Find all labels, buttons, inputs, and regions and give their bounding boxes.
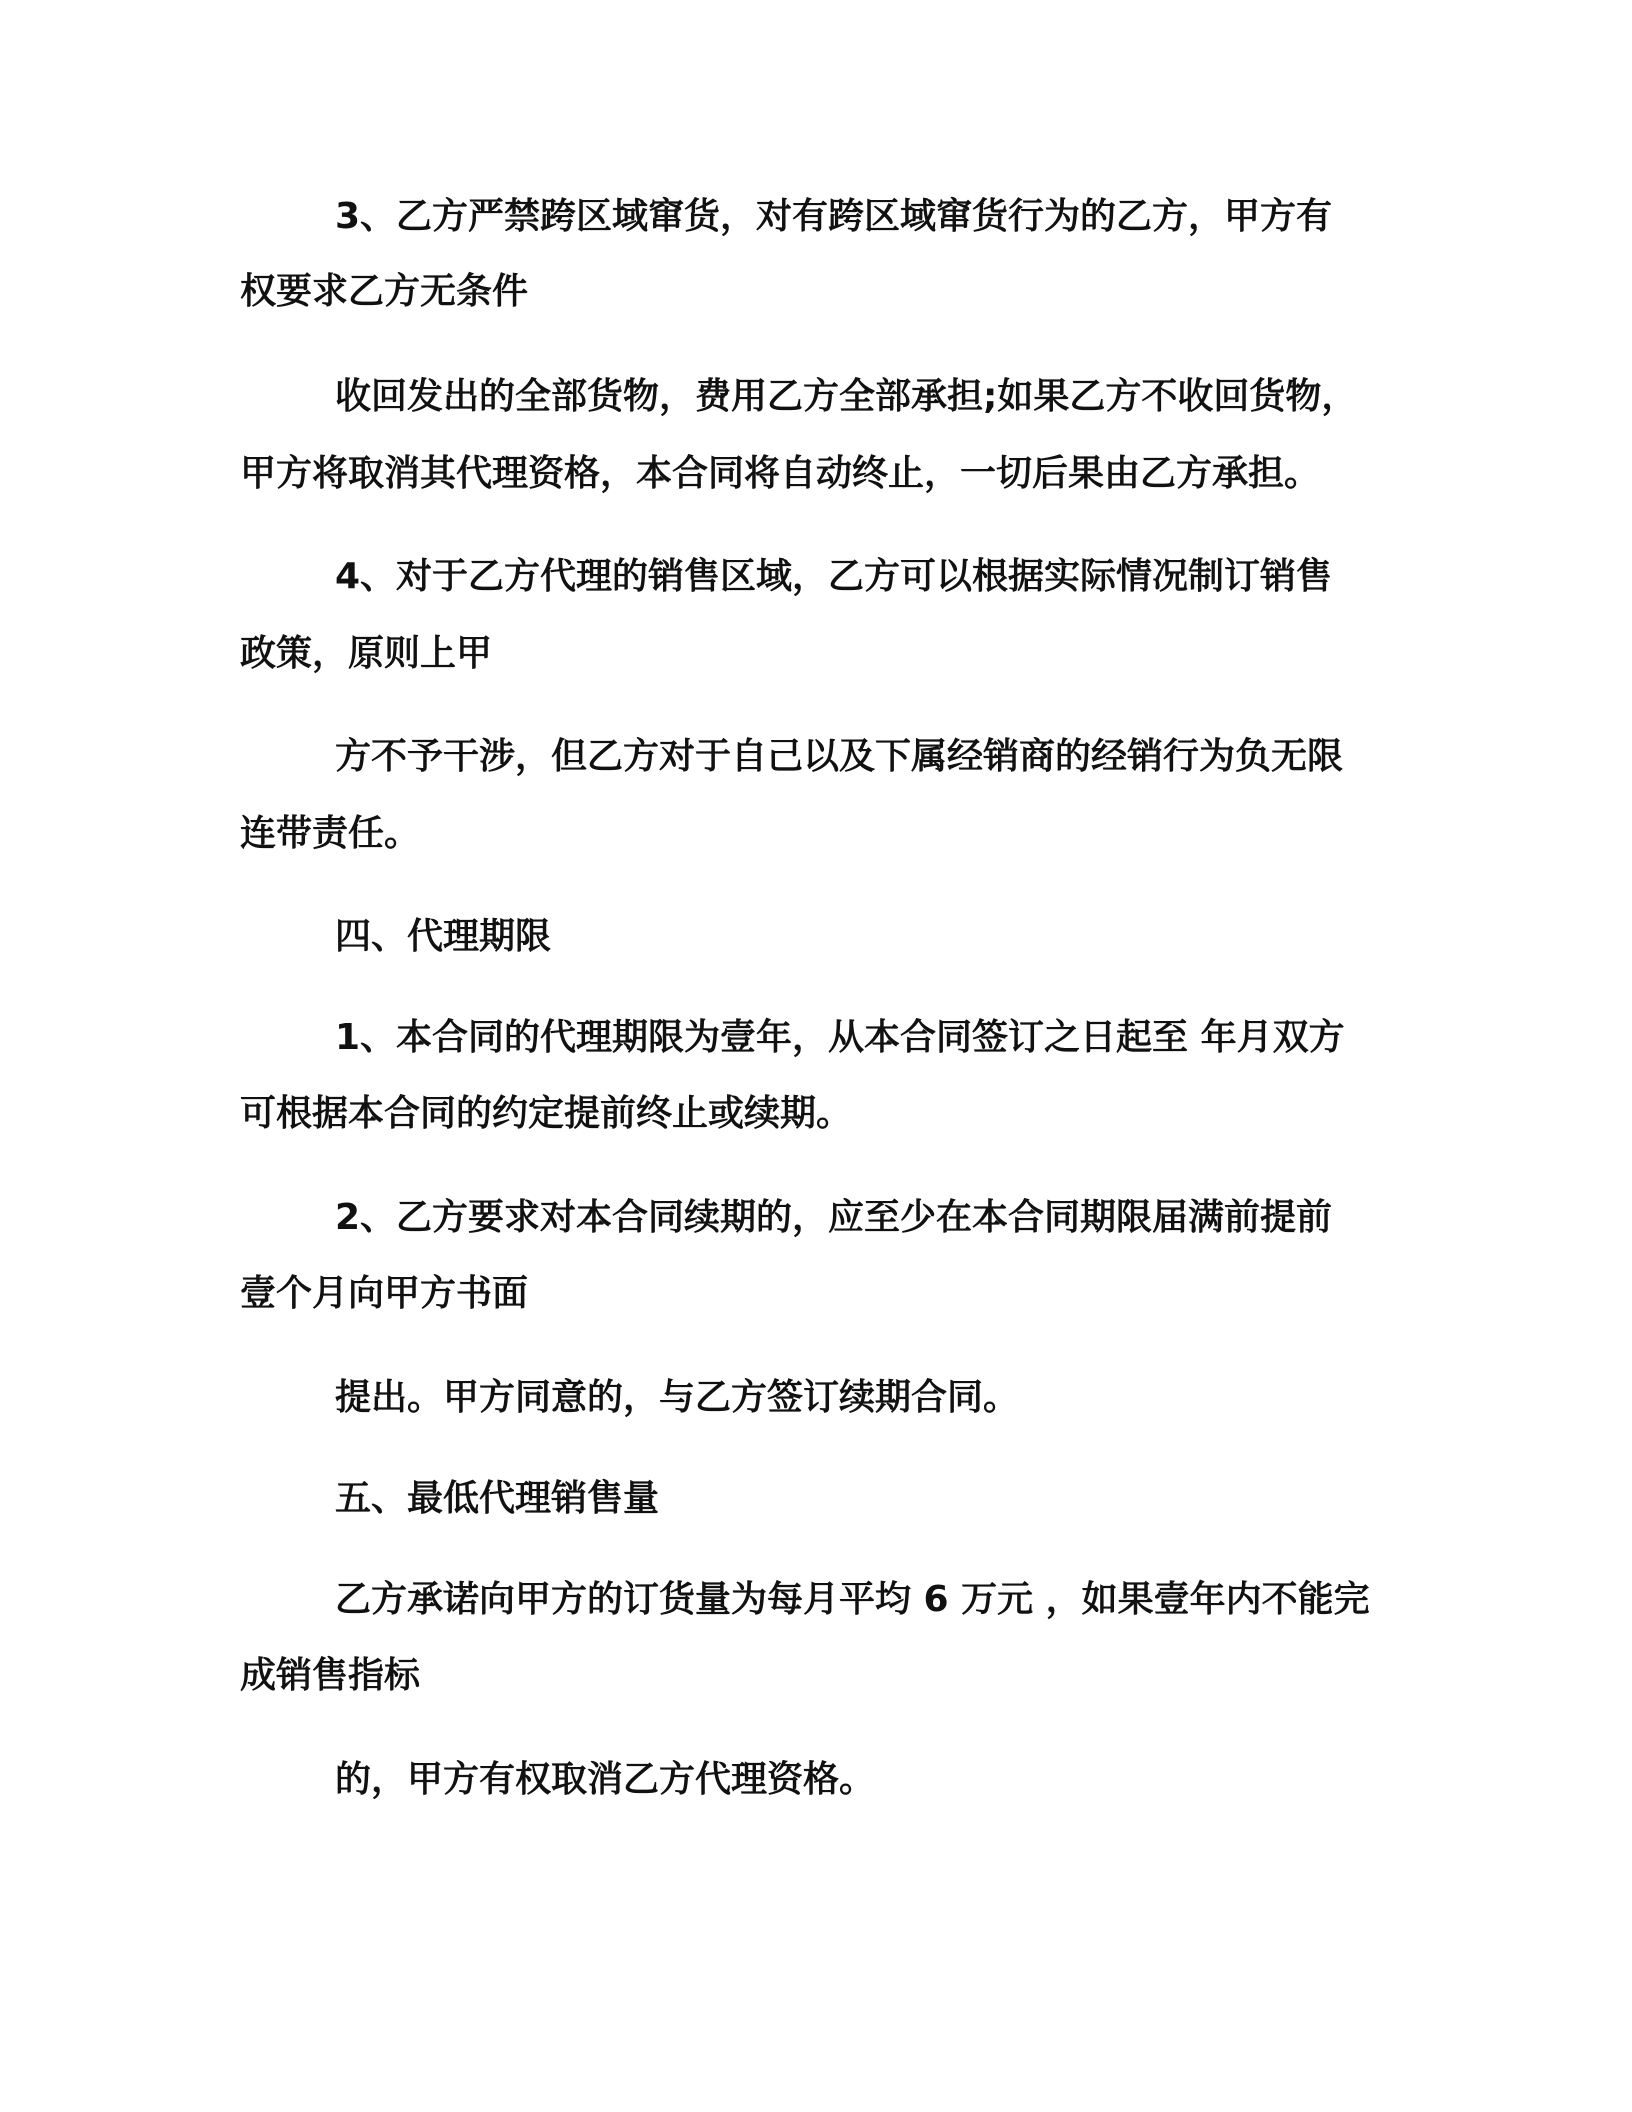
clause-3-cont-line-1: 收回发出的全部货物，费用乙方全部承担;如果乙方不收回货物， xyxy=(335,376,1358,417)
min-sales-line-1: 乙方承诺向甲方的订货量为每月平均 6 万元 ，如果壹年内不能完 xyxy=(335,1579,1370,1620)
term-clause-1-line-2: 可根据本合同的约定提前终止或续期。 xyxy=(240,1093,853,1134)
clause-3-line-2: 权要求乙方无条件 xyxy=(240,271,529,312)
clause-3-line-1: 3、乙方严禁跨区域窜货，对有跨区域窜货行为的乙方，甲方有 xyxy=(335,196,1333,237)
clause-4-cont-line-2: 连带责任。 xyxy=(240,813,421,854)
term-clause-2-cont: 提出。甲方同意的，与乙方签订续期合同。 xyxy=(335,1377,1020,1418)
clause-4-line-2: 政策，原则上甲 xyxy=(240,633,493,674)
clause-4-line-1: 4、对于乙方代理的销售区域，乙方可以根据实际情况制订销售 xyxy=(335,556,1333,597)
term-clause-2-line-2: 壹个月向甲方书面 xyxy=(240,1273,529,1314)
term-clause-2-line-1: 2、乙方要求对本合同续期的，应至少在本合同期限届满前提前 xyxy=(335,1197,1333,1238)
clause-4-cont-line-1: 方不予干涉，但乙方对于自己以及下属经销商的经销行为负无限 xyxy=(335,736,1344,777)
section-heading-agency-term: 四、代理期限 xyxy=(335,916,552,957)
min-sales-cont: 的，甲方有权取消乙方代理资格。 xyxy=(335,1759,876,1800)
clause-3-cont-line-2: 甲方将取消其代理资格，本合同将自动终止，一切后果由乙方承担。 xyxy=(240,453,1321,494)
min-sales-line-2: 成销售指标 xyxy=(240,1655,421,1696)
term-clause-1-line-1: 1、本合同的代理期限为壹年，从本合同签订之日起至 年月双方 xyxy=(335,1017,1345,1058)
section-heading-min-sales: 五、最低代理销售量 xyxy=(335,1478,660,1519)
